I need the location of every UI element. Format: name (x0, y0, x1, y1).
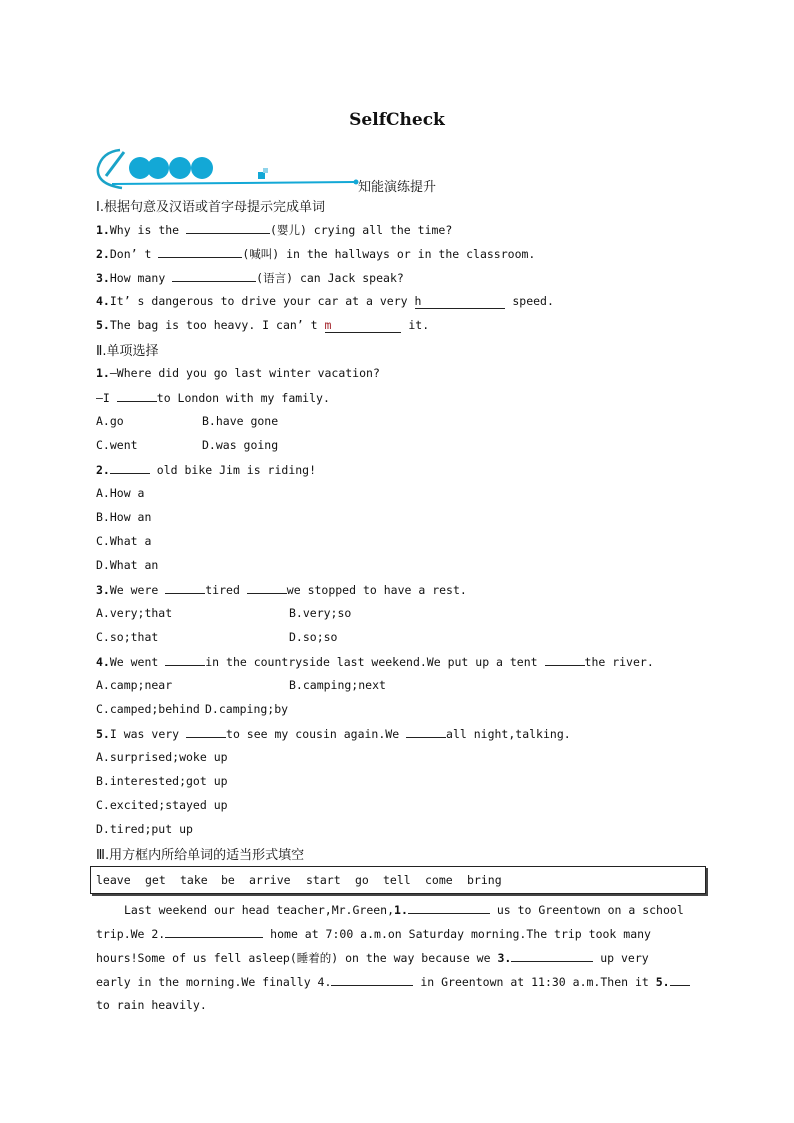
s1-item-1: 1.Why is the (婴儿) crying all the time? (96, 223, 453, 237)
word-item: arrive (249, 873, 291, 887)
word-item: take (180, 873, 208, 887)
word-item: go (355, 873, 369, 887)
q1-option-b[interactable]: B.have gone (202, 414, 279, 428)
answer-blank[interactable] (117, 390, 157, 402)
q2-option-d[interactable]: D.What an (96, 558, 159, 572)
s1-item-2: 2.Don’ t (喊叫) in the hallways or in the classroom. (96, 247, 536, 261)
s1-item-3: 3.How many (语言) can Jack speak? (96, 271, 404, 285)
passage-line-4: early in the morning.We finally 4. in Greentown at 11:30 a.m.Then it 5. (96, 974, 690, 989)
passage-line-5: to rain heavily. (96, 998, 207, 1012)
q4-option-c[interactable]: C.camped;behind (96, 702, 200, 716)
answer-blank[interactable] (186, 222, 270, 234)
q1-line2: —I to London with my family. (96, 391, 330, 405)
answer-blank[interactable] (165, 654, 205, 666)
q5-option-c[interactable]: C.excited;stayed up (96, 798, 228, 812)
word-item: come (425, 873, 453, 887)
answer-blank[interactable] (545, 654, 585, 666)
s1-item-5: 5.The bag is too heavy. I can’ t m it. (96, 318, 430, 332)
q1-line1: 1.—Where did you go last winter vacation? (96, 366, 380, 380)
answer-blank[interactable] (406, 726, 446, 738)
passage-line-3: hours!Some of us fell asleep(睡着的) on the way because we 3. up very (96, 951, 649, 965)
q3-option-c[interactable]: C.so;that (96, 630, 159, 644)
word-item: start (306, 873, 341, 887)
answer-blank[interactable] (165, 926, 263, 938)
q5-option-b[interactable]: B.interested;got up (96, 774, 228, 788)
word-item: get (145, 873, 166, 887)
s1-item-4: 4.It’ s dangerous to drive your car at a very h speed. (96, 294, 554, 308)
passage-line-2: trip.We 2. home at 7:00 a.m.on Saturday morning.The trip took many (96, 927, 651, 941)
q3-stem: 3.We were tired we stopped to have a rest. (96, 583, 467, 597)
answer-blank[interactable] (331, 974, 413, 986)
q1-option-c[interactable]: C.went (96, 438, 138, 452)
answer-blank[interactable] (670, 974, 690, 986)
q3-option-b[interactable]: B.very;so (289, 606, 352, 620)
section2-heading: Ⅱ.单项选择 (96, 344, 159, 359)
answer-blank[interactable] (165, 582, 205, 594)
q5-option-d[interactable]: D.tired;put up (96, 822, 193, 836)
q3-option-a[interactable]: A.very;that (96, 606, 173, 620)
passage-line-1: Last weekend our head teacher,Mr.Green,1. us to Greentown on a school (124, 903, 684, 917)
q4-option-a[interactable]: A.camp;near (96, 678, 173, 692)
answer-blank[interactable] (158, 246, 242, 258)
q2-option-a[interactable]: A.How a (96, 486, 145, 500)
word-item: bring (467, 873, 502, 887)
word-box (90, 866, 706, 894)
word-item: tell (383, 873, 411, 887)
answer-blank[interactable] (408, 902, 490, 914)
q4-option-b[interactable]: B.camping;next (289, 678, 386, 692)
page-title: SelfCheck (349, 110, 445, 130)
answer-blank[interactable] (247, 582, 287, 594)
q4-stem: 4.We went in the countryside last weekend.We put up a tent the river. (96, 655, 654, 669)
q2-stem: 2. old bike Jim is riding! (96, 463, 317, 477)
word-item: be (221, 873, 235, 887)
q2-option-c[interactable]: C.What a (96, 534, 152, 548)
q5-option-a[interactable]: A.surprised;woke up (96, 750, 228, 764)
q5-stem: 5.I was very to see my cousin again.We all night,talking. (96, 727, 571, 741)
answer-blank[interactable] (110, 462, 150, 474)
q4-option-d[interactable]: D.camping;by (205, 702, 289, 716)
answer-blank[interactable] (172, 270, 256, 282)
answer-blank[interactable] (511, 950, 593, 962)
banner-label: 知能演练提升 (358, 180, 437, 195)
q3-option-d[interactable]: D.so;so (289, 630, 338, 644)
section1-heading: Ⅰ.根据句意及汉语或首字母提示完成单词 (96, 200, 325, 215)
answer-blank[interactable] (186, 726, 226, 738)
q2-option-b[interactable]: B.How an (96, 510, 152, 524)
section3-heading: Ⅲ.用方框内所给单词的适当形式填空 (96, 848, 305, 863)
q1-option-d[interactable]: D.was going (202, 438, 279, 452)
q1-option-a[interactable]: A.go (96, 414, 124, 428)
word-item: leave (96, 873, 131, 887)
